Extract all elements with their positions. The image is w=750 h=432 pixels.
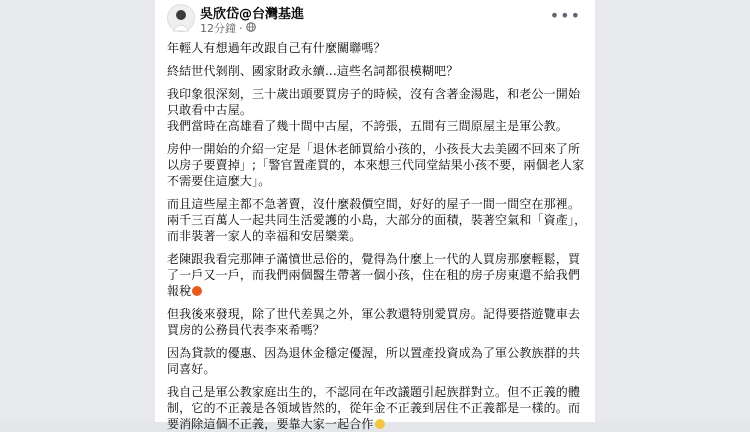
text-line: 買房的公務員代表李來希嗎？: [167, 323, 325, 337]
text-line-with-emoji: [167, 416, 584, 432]
text-line: 制，它的不正義是各領域皆然的，從年金不正義到居住不正義都是一樣的。而: [167, 401, 581, 415]
text-line: 同喜好。: [167, 362, 216, 376]
left-background: [0, 0, 155, 422]
text-fragment: 要消除這個不正義，要靠大家一起合作: [167, 417, 374, 431]
text-line: 而且這些屋主都不急著賣，沒什麼殺價空間，好好的屋子一間一間空在那裡。: [167, 197, 581, 211]
text-line: 只敢看中古屋。: [167, 103, 253, 117]
post-card: [155, 0, 595, 431]
text-line: 而非裝著一家人的幸福和安居樂業。: [167, 229, 362, 243]
right-background: [595, 0, 750, 422]
globe-icon: [246, 22, 256, 35]
post-paragraph: [167, 306, 584, 338]
post-paragraph: [167, 40, 584, 56]
author-name[interactable]: 吳欣岱@台灣基進: [200, 7, 305, 22]
text-fragment: 報稅: [167, 284, 192, 298]
text-line: 因為貸款的優惠、因為退休金穩定優渥，所以置產投資成為了軍公教族群的共: [167, 346, 581, 360]
text-line: 房仲一開始的介紹一定是「退休老師買給小孩的，小孩長大去美國不回來了所: [167, 142, 581, 156]
post-paragraph: [167, 86, 584, 134]
post-meta: [200, 20, 256, 36]
text-line: 我自己是軍公教家庭出生的，不認同在年改議題引起族群對立。但不正義的體: [167, 385, 581, 399]
post-body: [155, 40, 595, 432]
smile-emoji-icon: [375, 419, 385, 429]
post-paragraph: [167, 196, 587, 244]
text-line: 但我後來發現，除了世代差異之外，軍公教還特別愛買房。記得要搭遊覽車去: [167, 307, 581, 321]
text-line: 年輕人有想過年改跟自己有什麼關聯嗎？: [167, 41, 386, 55]
text-line: 我印象很深刻，三十歲出頭要買房子的時候，沒有含著金湯匙，和老公一開始: [167, 87, 581, 101]
post-paragraph: [167, 384, 584, 432]
angry-emoji-icon: [192, 286, 202, 296]
post-paragraph: [167, 141, 584, 189]
text-line: 老陳跟我看完那陣子滿憤世忌俗的，覺得為什麼上一代的人買房那麼輕鬆，買: [167, 252, 581, 266]
ellipsis-icon[interactable]: •••: [549, 6, 581, 25]
text-line-with-emoji: [167, 283, 584, 299]
author-avatar[interactable]: [167, 4, 195, 32]
post-header: [155, 0, 595, 40]
text-line: 了一戶又一戶，而我們兩個醫生帶著一個小孩，住在租的房子房東還不給我們: [167, 268, 581, 282]
text-line: 終結世代剝削、國家財政永續...這些名詞都很模糊吧？: [167, 64, 459, 78]
post-paragraph: [167, 63, 584, 79]
text-line: 我們當時在高雄看了幾十間中古屋，不誇張，五間有三間原屋主是軍公教。: [167, 119, 568, 133]
text-line: 不需要住這麼大」。: [167, 174, 271, 188]
dot-separator: ·: [239, 21, 243, 35]
text-line: 兩千三百萬人一起共同生活愛護的小島，大部分的面積，裝著空氣和「資產」，: [167, 213, 587, 227]
text-line: 以房子要賣掉」;「警官置產買的，本來想三代同堂結果小孩不要，兩個老人家: [167, 158, 585, 172]
post-timestamp[interactable]: 12分鐘: [200, 22, 236, 35]
post-paragraph: [167, 345, 584, 377]
post-paragraph: [167, 251, 584, 299]
